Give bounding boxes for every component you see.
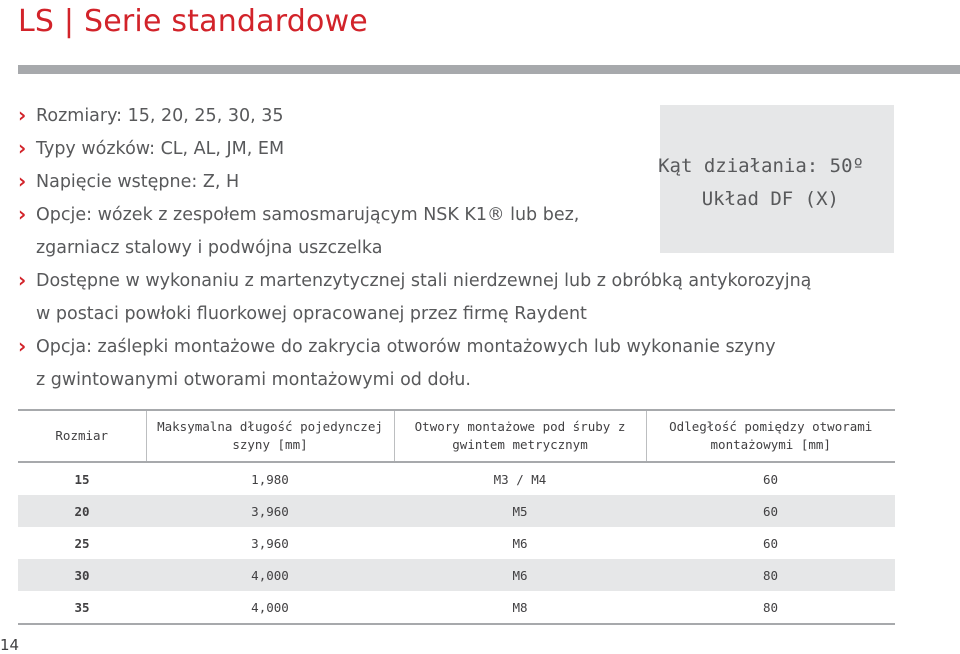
column-header-hole-pitch: Odległość pomiędzy otworami montażowymi [mm] (646, 410, 895, 462)
page-number: 14 (0, 636, 20, 654)
contact-angle-label: Kąt działania: 50º (658, 155, 864, 177)
cell-hole-pitch: 80 (646, 559, 895, 591)
series-title: Serie standardowe (83, 4, 368, 39)
cell-mounting-holes: M6 (394, 559, 646, 591)
cell-mounting-holes: M6 (512, 535, 528, 551)
column-header-size: Rozmiar (18, 410, 146, 462)
chevron-right-icon: › (18, 136, 27, 160)
feature-text: Opcja: zaślepki montażowe do zakrycia otworów montażowych lub wykonanie szyny (36, 337, 776, 357)
feature-item-materials (18, 265, 878, 331)
feature-text: Opcje: wózek z zespołem samosmarującym NSK K1® lub bez, (36, 205, 580, 225)
page-title (18, 2, 368, 42)
column-header-max-rail-length: Maksymalna długość pojedynczej szyny [mm] (146, 410, 394, 462)
cell-mounting-holes: M8 (394, 591, 646, 624)
feature-text: Dostępne w wykonaniu z martenzytycznej stali nierdzewnej lub z obróbką antykorozyjną (36, 271, 812, 291)
feature-text: Rozmiary: 15, 20, 25, 30, 35 (36, 106, 284, 126)
cell-max-length: 4,000 (146, 591, 394, 624)
cell-max-length: 3,960 (146, 495, 394, 527)
cell-hole-pitch: 60 (762, 471, 779, 487)
table-header-row (18, 410, 895, 462)
cell-mounting-holes: M3 / M4 (493, 471, 547, 487)
cell-size: 35 (18, 591, 146, 624)
chevron-right-icon: › (18, 334, 27, 358)
cell-max-length: 1,980 (251, 471, 289, 487)
feature-text-continued: w postaci powłoki fluorkowej opracowanej przez firmę Raydent (36, 304, 587, 324)
table-row (18, 462, 895, 495)
cell-max-length: 3,960 (251, 535, 289, 551)
cell-mounting-holes: M5 (394, 495, 646, 527)
table-row (18, 495, 895, 527)
chevron-right-icon: › (18, 202, 27, 226)
cell-hole-pitch: 60 (762, 535, 779, 551)
header-divider-bar (18, 65, 960, 74)
table-row (18, 591, 895, 624)
cell-max-length: 4,000 (146, 559, 394, 591)
series-code: LS (18, 4, 55, 39)
cell-size: 15 (74, 471, 90, 487)
feature-text: Typy wózków: CL, AL, JM, EM (36, 139, 285, 159)
feature-text-continued: zgarniacz stalowy i podwójna uszczelka (36, 238, 383, 258)
chevron-right-icon: › (18, 268, 27, 292)
arrangement-label: Układ DF (X) (701, 188, 839, 210)
feature-item-caps (18, 331, 878, 397)
cell-size: 30 (18, 559, 146, 591)
cell-size: 25 (74, 535, 90, 551)
contact-angle-box (660, 105, 894, 253)
table-row (18, 559, 895, 591)
cell-hole-pitch: 80 (646, 591, 895, 624)
cell-size: 20 (18, 495, 146, 527)
column-header-mounting-holes: Otwory montażowe pod śruby z gwintem metrycznym (394, 410, 646, 462)
title-separator: | (63, 4, 75, 39)
feature-text: Napięcie wstępne: Z, H (36, 172, 240, 192)
table-row (18, 527, 895, 559)
cell-hole-pitch: 60 (646, 495, 895, 527)
chevron-right-icon: › (18, 103, 27, 127)
spec-table (18, 409, 895, 625)
feature-text-continued: z gwintowanymi otworami montażowymi od dołu. (36, 370, 471, 390)
chevron-right-icon: › (18, 169, 27, 193)
